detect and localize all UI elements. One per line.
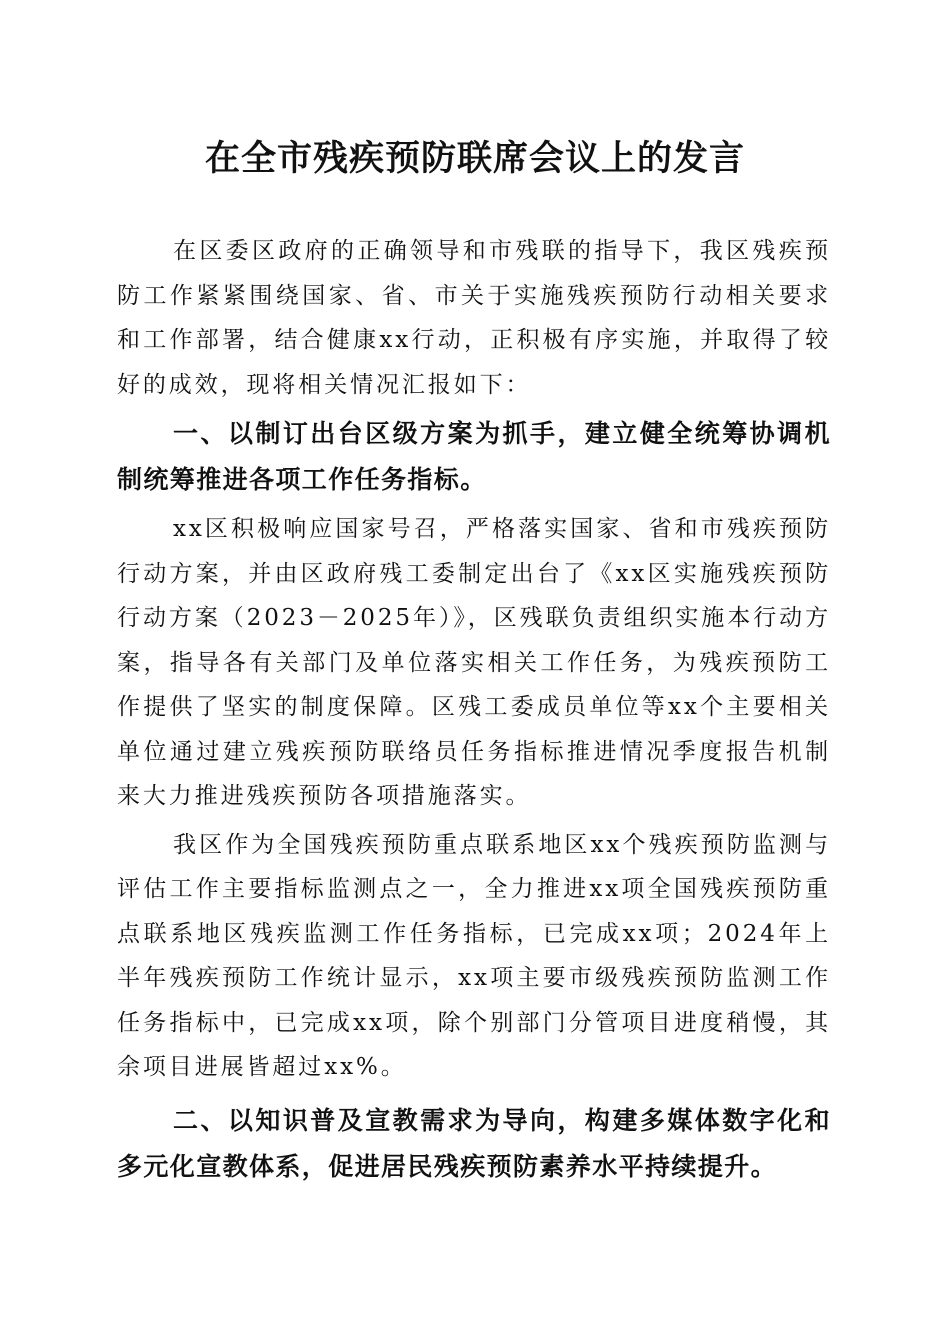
body-paragraph-1: xx区积极响应国家号召，严格落实国家、省和市残疾预防行动方案，并由区政府残工委制定出台了《xx区实施残疾预防行动方案（2023－2025年）》，区残联负责组织实施本行动方案，指导各有关部门及单位落实相关工作任务，为残疾预防工作提供了坚实的制度保障。区残工委成员单位等xx个主要相关单位通过建立残疾预防联络员任务指标推进情况季度报告机制来大力推进残疾预防各项措施落实。 (117, 516, 831, 809)
intro-paragraph: 在区委区政府的正确领导和市残联的指导下，我区残疾预防工作紧紧围绕国家、省、市关于实施残疾预防行动相关要求和工作部署，结合健康xx行动，正积极有序实施，并取得了较好的成效，现将相关情况汇报如下： (117, 238, 831, 398)
document-title: 在全市残疾预防联席会议上的发言 (204, 138, 745, 179)
section-heading-2: 二、以知识普及宣教需求为导向，构建多媒体数字化和多元化宣教体系，促进居民残疾预防素养水平持续提升。 (117, 1105, 831, 1181)
body-paragraph-2: 我区作为全国残疾预防重点联系地区xx个残疾预防监测与评估工作主要指标监测点之一，全力推进xx项全国残疾预防重点联系地区残疾监测工作任务指标，已完成xx项；2024年上半年残疾预防工作统计显示，xx项主要市级残疾预防监测工作任务指标中，已完成xx项，除个别部门分管项目进度稍慢，其余项目进展皆超过xx%。 (117, 831, 831, 1080)
document-body (117, 229, 831, 1190)
section-heading-1: 一、以制订出台区级方案为抓手，建立健全统筹协调机制统筹推进各项工作任务指标。 (117, 419, 831, 494)
